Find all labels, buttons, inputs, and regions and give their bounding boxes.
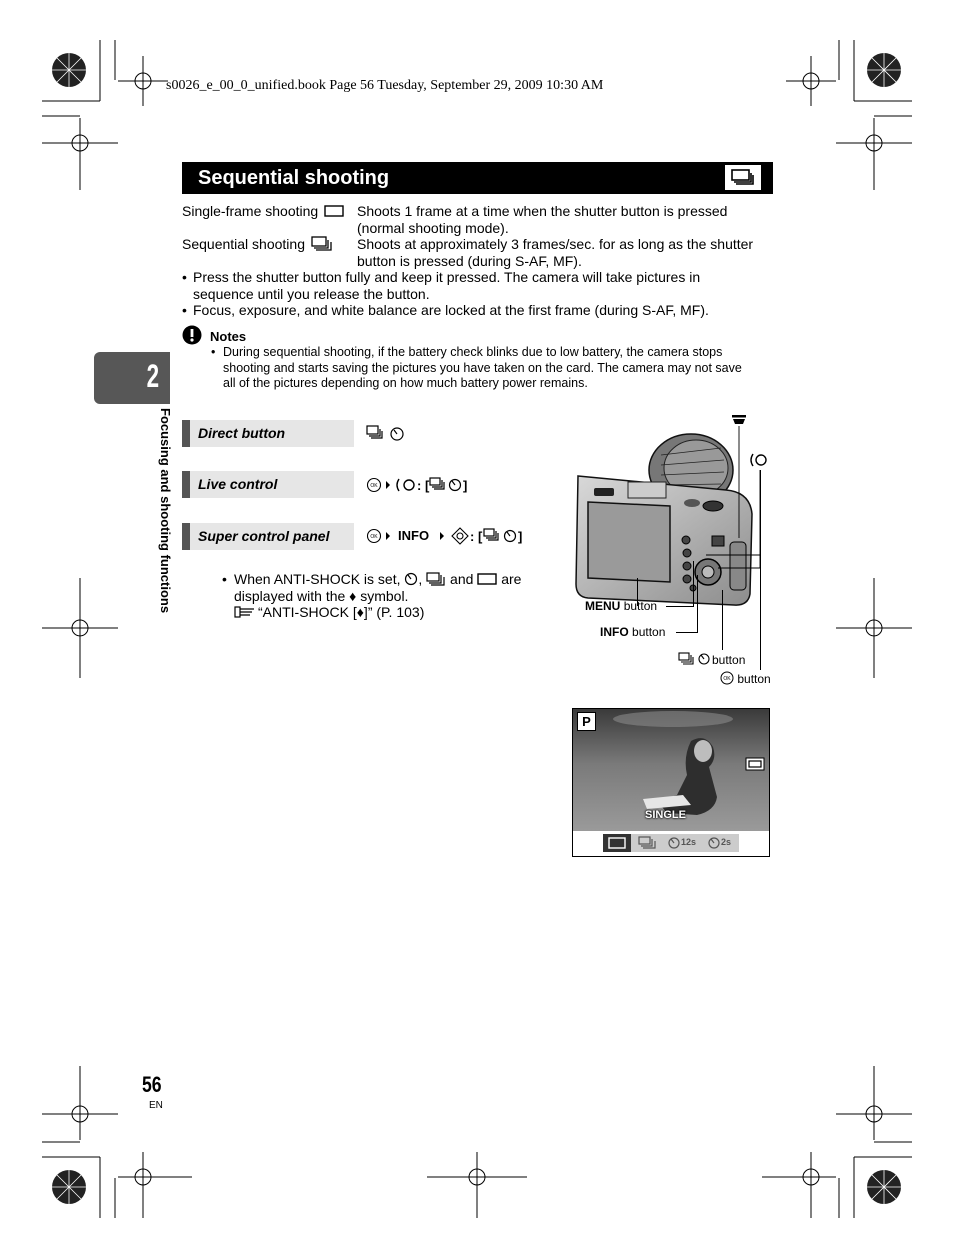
svg-text:: [: : [ [417,478,430,493]
leader-line [693,561,694,607]
leader-line [722,590,723,650]
lcd-screen [572,708,770,857]
lcd-mode-indicator: P [577,712,596,731]
mode-label-sequential: Sequential shooting [182,236,333,253]
self-timer-icon [707,836,721,850]
info-button-callout: INFO button [600,625,666,639]
single-frame-indicator-icon [745,757,765,771]
self-timer-icon [667,836,681,850]
leader-line [697,575,698,633]
book-header-line: s0026_e_00_0_unified.book Page 56 Tuesday, September 29, 2009 10:30 AM [166,78,604,93]
mode-desc-sequential: Shoots at approximately 3 frames/sec. for as long as the shutter button is pressed (during S-AF, MF). [357,236,754,269]
bullet-text: Press the shutter button fully and keep it pressed. The camera will take pictures in sequence until you release the button. [193,269,701,302]
bullet-item: • [211,345,216,359]
lcd-option-single [603,834,631,852]
method-super-control-panel: Super control panel [182,523,354,550]
single-frame-icon [477,573,497,585]
svg-text:]: ] [518,529,523,544]
svg-text:OK: OK [370,534,378,540]
single-frame-icon [603,834,631,852]
sequential-shooting-icon [725,165,761,190]
method-direct-button: Direct button [182,420,354,447]
info-label: INFO [398,528,430,543]
self-timer-icon [404,572,418,586]
svg-text:OK: OK [370,483,378,489]
exclamation-icon [182,325,202,345]
bullet-text: Focus, exposure, and white balance are locked at the first frame (during S-AF, MF). [193,302,709,318]
reference-hand-icon [234,605,258,619]
single-frame-icon [324,205,344,217]
menu-button-callout: MENU button [585,599,658,613]
notes-text: During sequential shooting, if the battery check blinks due to low battery, the camera stops shooting and starts saving the pictures you have taken on the card. The camera may not save all of the pictures depending on how much battery power remains. [223,345,742,390]
sequential-shooting-icon [637,835,659,851]
anti-shock-reference: “ANTI-SHOCK [♦]” (P. 103) [234,604,424,621]
anti-shock-line-1: When ANTI-SHOCK is set, , and are [234,571,522,587]
ok-button-callout: OK button [720,671,771,686]
lcd-option-2s: 2s [721,837,732,847]
camera-illustration [566,410,776,610]
svg-text:: [: : [ [470,529,483,544]
sequential-self-timer-icon [678,652,712,666]
lcd-selected-label: SINGLE [645,809,686,821]
svg-text:OK: OK [723,676,731,682]
leader-line [666,606,693,607]
page-number: 56 [142,1072,162,1097]
sequential-shooting-icon [311,236,333,252]
sequential-shooting-icon [426,572,446,587]
chapter-number: 2 [146,358,160,394]
chapter-side-label: Focusing and shooting functions [158,408,173,614]
lcd-option-12s: 12s [681,837,697,847]
bullet-item: • [182,269,187,285]
language-label: EN [149,1100,163,1111]
bullet-item: • [182,302,187,318]
method-live-control: Live control [182,471,354,498]
anti-shock-line-2: displayed with the ♦ symbol. [234,588,409,604]
chapter-tab [94,352,170,404]
section-title: Sequential shooting [198,167,390,189]
section-title-bar [182,162,773,194]
lcd-option-bar [603,834,739,852]
leader-line [760,470,761,670]
leader-line [676,632,697,633]
mode-desc-single: Shoots 1 frame at a time when the shutter button is pressed (normal shooting mode). [357,203,728,236]
mode-label-single: Single-frame shooting [182,203,344,220]
sequential-self-timer-icon [366,424,408,444]
bullet-item: • [222,571,227,587]
arrow-pad-path-icons [438,526,534,546]
live-control-path-icons [366,475,482,495]
svg-text:]: ] [463,478,468,493]
ok-icon [720,671,734,685]
sequential-button-callout: button [678,652,745,667]
notes-title: Notes [210,329,247,344]
